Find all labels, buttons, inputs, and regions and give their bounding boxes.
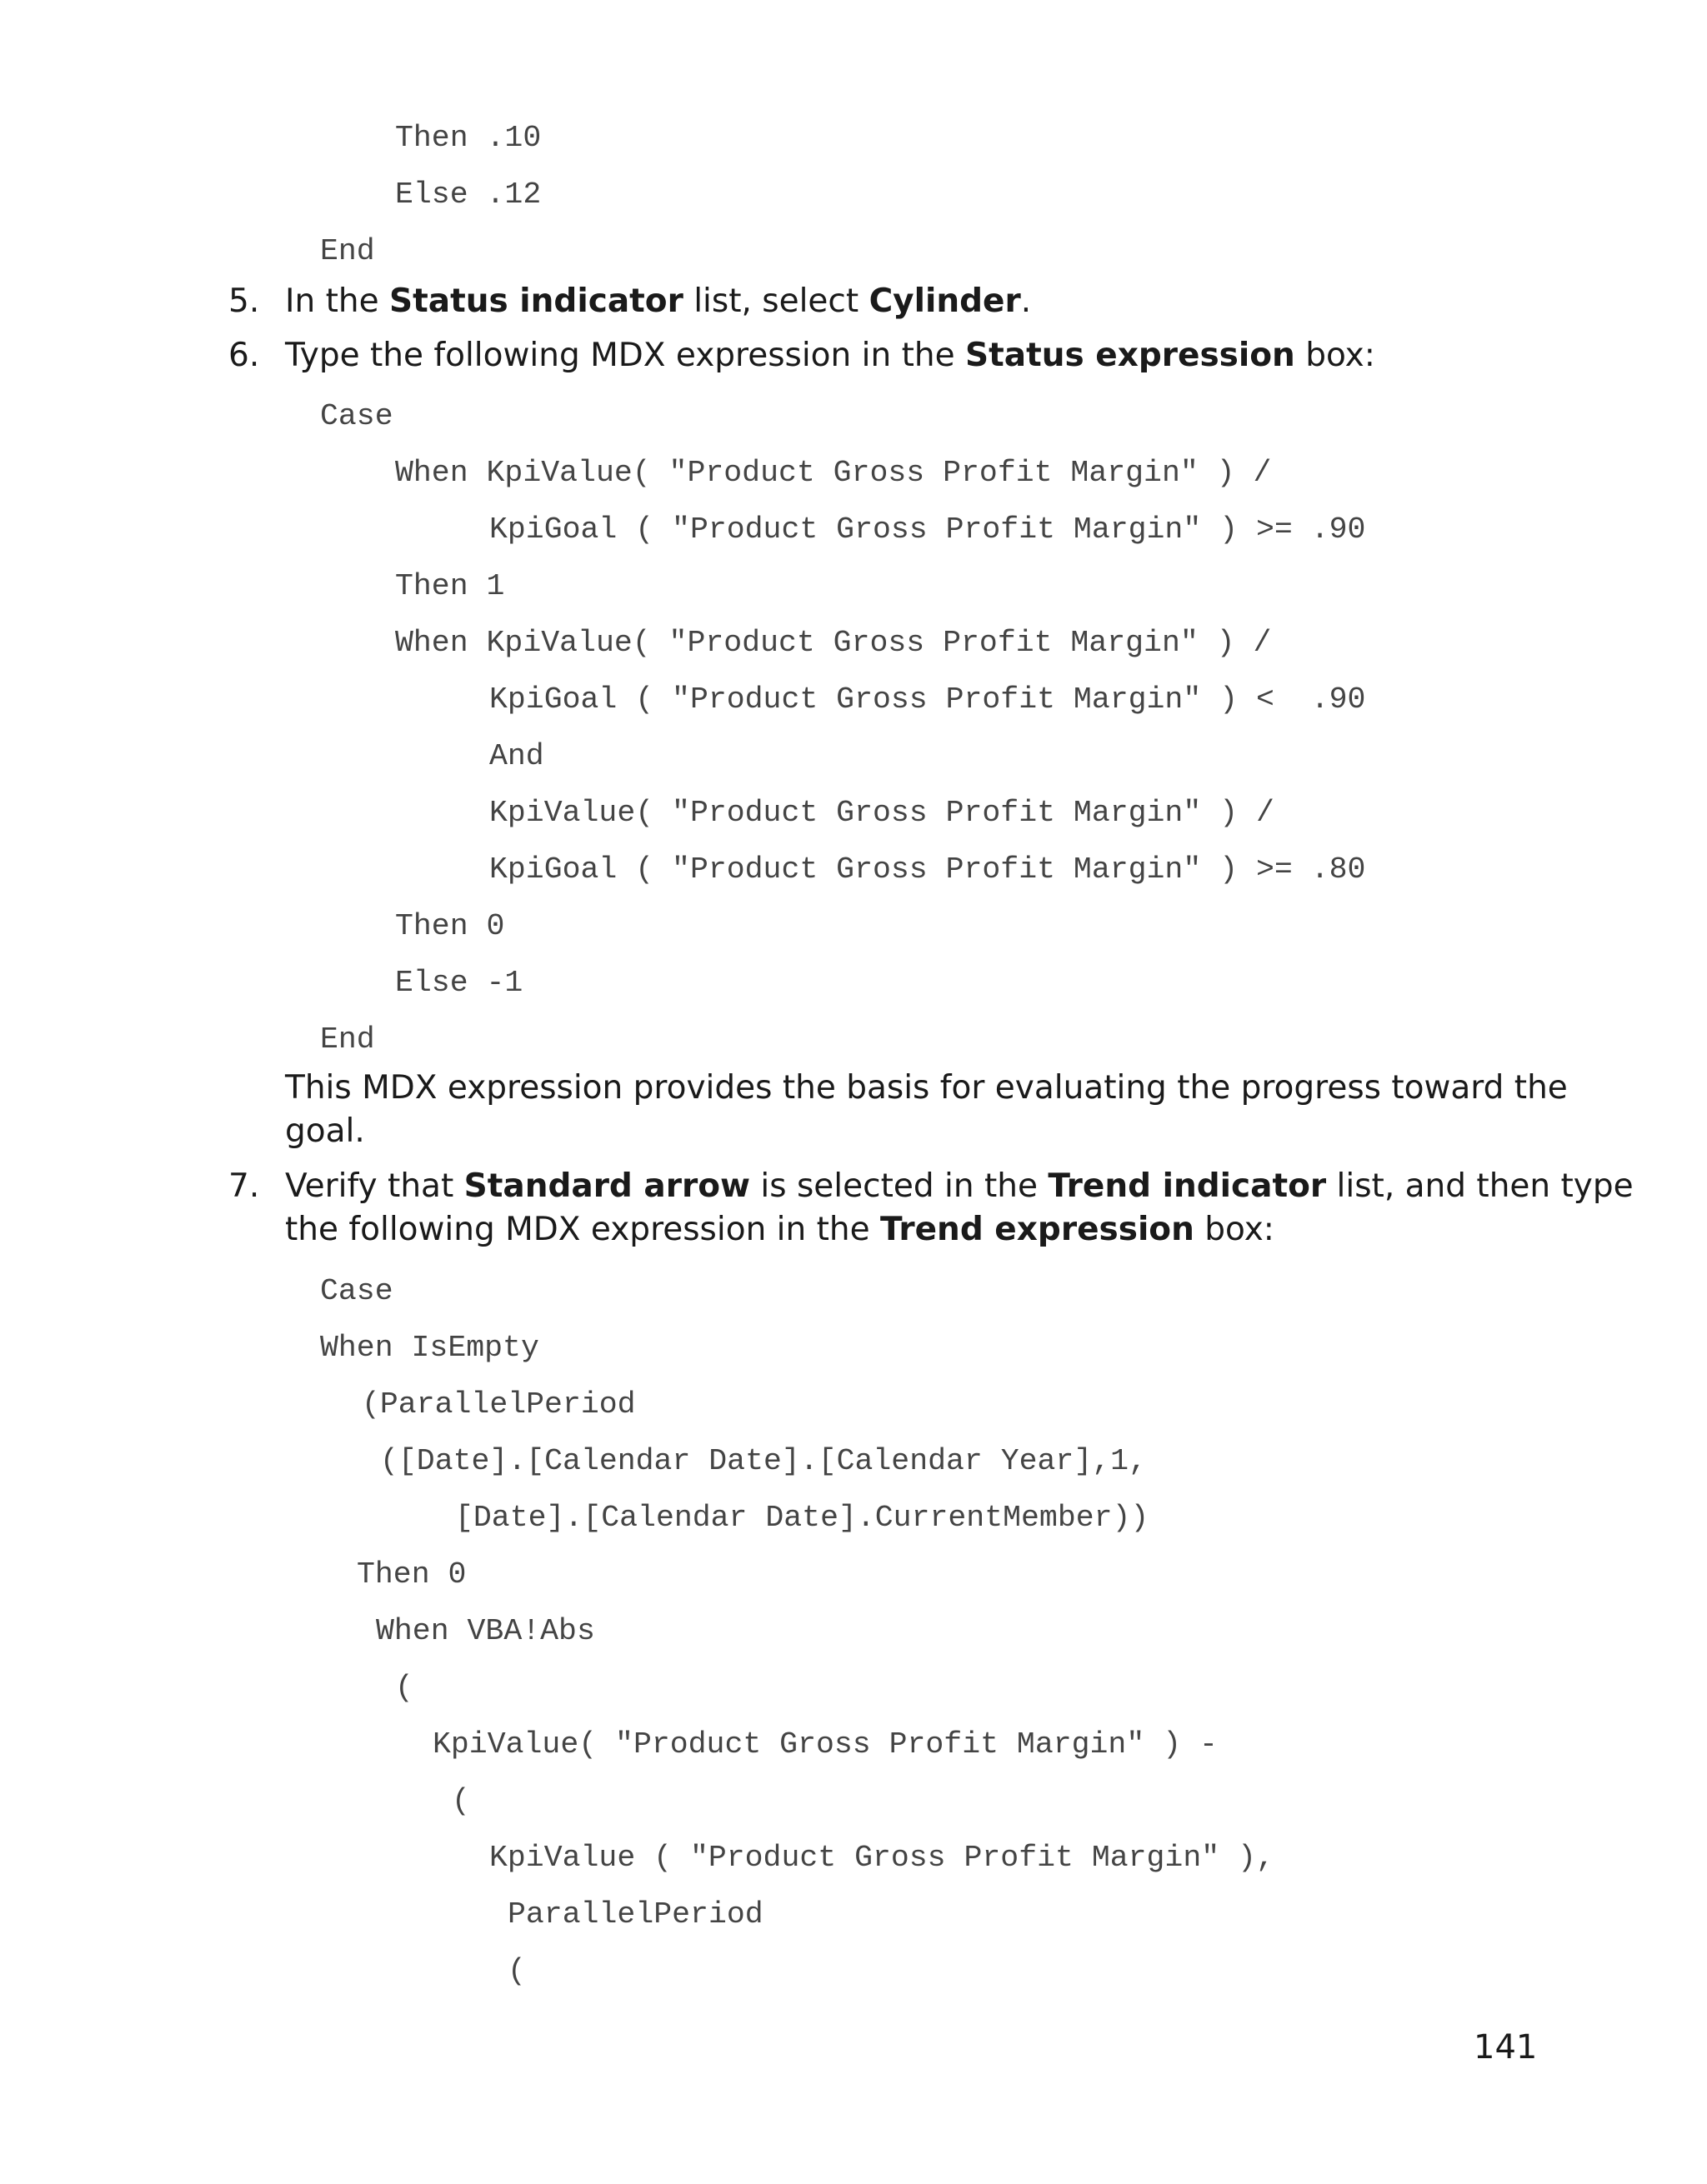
code-line: Case xyxy=(320,1274,393,1308)
code-line: And xyxy=(489,739,544,773)
code-line: End xyxy=(320,234,375,268)
code-line: End xyxy=(320,1022,375,1057)
step-number: 7. xyxy=(228,1167,260,1205)
step-7-text: the following MDX expression in the Trend expression box: xyxy=(285,1211,1274,1248)
code-line: Else -1 xyxy=(395,966,523,1000)
code-line: Case xyxy=(320,399,393,433)
code-line: ( xyxy=(452,1784,470,1818)
code-line: ([Date].[Calendar Date].[Calendar Year],1, xyxy=(380,1444,1147,1478)
step-6-text: Type the following MDX expression in the Status expression box: xyxy=(285,337,1375,374)
code-line: KpiValue( "Product Gross Profit Margin" ) - xyxy=(433,1727,1218,1762)
code-line: ParallelPeriod xyxy=(508,1897,763,1932)
code-line: Then 1 xyxy=(395,569,505,603)
code-line: Else .12 xyxy=(395,177,542,212)
step-number: 5. xyxy=(228,282,260,320)
code-line: When VBA!Abs xyxy=(376,1614,595,1648)
code-line: KpiValue ( "Product Gross Profit Margin" ), xyxy=(489,1841,1274,1875)
code-line: When IsEmpty xyxy=(320,1331,539,1365)
step-number: 6. xyxy=(228,337,260,374)
code-line: Then 0 xyxy=(395,909,505,943)
code-line: KpiGoal ( "Product Gross Profit Margin" ) < .90 xyxy=(489,682,1366,717)
code-line: ( xyxy=(395,1671,413,1705)
code-line: Then 0 xyxy=(357,1557,467,1592)
code-line: When KpiValue( "Product Gross Profit Margin" ) / xyxy=(395,456,1272,490)
code-line: KpiValue( "Product Gross Profit Margin" ) / xyxy=(489,796,1274,830)
code-line: ( xyxy=(508,1954,526,1988)
code-line: When KpiValue( "Product Gross Profit Margin" ) / xyxy=(395,626,1272,660)
code-line: [Date].[Calendar Date].CurrentMember)) xyxy=(455,1501,1149,1535)
code-line: Then .10 xyxy=(395,121,542,155)
explanation-line: goal. xyxy=(285,1112,365,1150)
code-line: KpiGoal ( "Product Gross Profit Margin" ) >= .90 xyxy=(489,512,1366,547)
step-5-text: In the Status indicator list, select Cylinder. xyxy=(285,282,1032,320)
page-number: 141 xyxy=(1474,2028,1538,2067)
code-line: KpiGoal ( "Product Gross Profit Margin" ) >= .80 xyxy=(489,852,1366,887)
step-7-text: Verify that Standard arrow is selected in the Trend indicator list, and then type xyxy=(285,1167,1634,1205)
code-line: (ParallelPeriod xyxy=(362,1387,636,1422)
explanation-line: This MDX expression provides the basis for evaluating the progress toward the xyxy=(285,1069,1568,1107)
